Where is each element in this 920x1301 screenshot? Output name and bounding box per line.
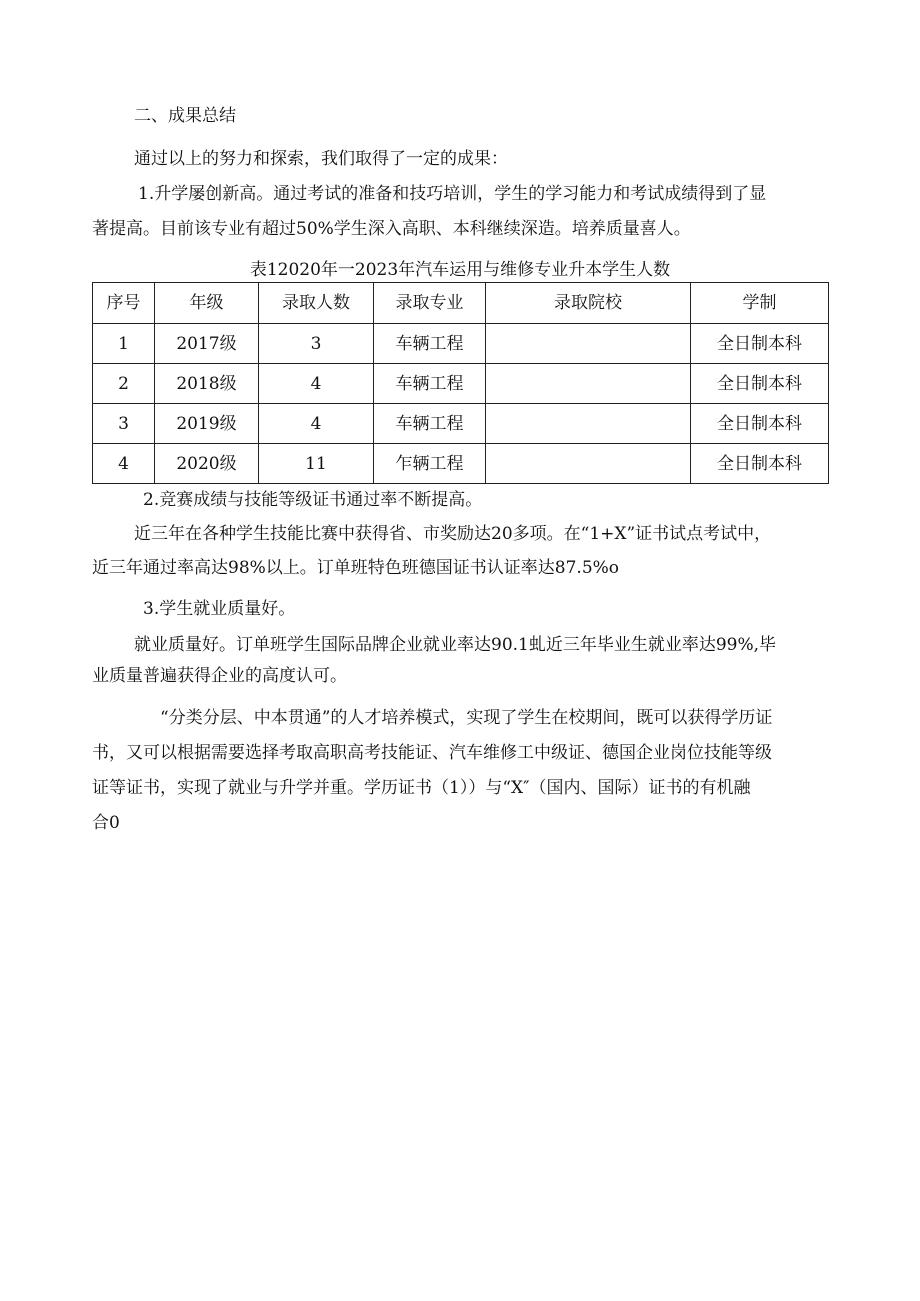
item2-line2: 近三年通过率高达98%以上。订单班特色班德国证书认证率达87.5%o [92, 558, 620, 578]
cell-admitted-count: 4 [259, 364, 374, 404]
cell-program-type: 全日制本科 [691, 404, 829, 444]
item3-line1: 就业质量好。订单班学生国际品牌企业就业率达90.1虬近三年毕业生就业率达99%,毕 [134, 635, 777, 655]
cell-major: 车辆工程 [374, 364, 486, 404]
item2-title: 2.竞赛成绩与技能等级证书通过率不断提高。 [143, 490, 483, 510]
cell-grade: 2020级 [155, 444, 259, 484]
cell-school [486, 444, 691, 484]
cell-major: 车辆工程 [374, 404, 486, 444]
cell-program-type: 全日制本科 [691, 324, 829, 364]
table-caption: 表12020年一2023年汽车运用与维修专业升本学生人数 [249, 260, 671, 280]
item3-line2: 业质量普遍获得企业的高度认可。 [92, 666, 347, 686]
table-row [93, 324, 829, 364]
cell-index: 2 [93, 364, 155, 404]
cell-major: 乍辆工程 [374, 444, 486, 484]
header-program-type: 学制 [691, 283, 829, 324]
cell-school [486, 404, 691, 444]
cell-grade: 2017级 [155, 324, 259, 364]
cell-grade: 2018级 [155, 364, 259, 404]
cell-school [486, 364, 691, 404]
item3-title: 3.学生就业质量好。 [143, 599, 296, 619]
cell-admitted-count: 11 [259, 444, 374, 484]
closing-line1: “分类分层、中本贯通”的人才培养模式，实现了学生在校期间，既可以获得学历证 [160, 708, 773, 728]
cell-index: 4 [93, 444, 155, 484]
item1-line1: 1.升学屡创新高。通过考试的准备和技巧培训，学生的学习能力和考试成绩得到了显 [138, 184, 767, 204]
cell-grade: 2019级 [155, 404, 259, 444]
cell-program-type: 全日制本科 [691, 364, 829, 404]
cell-program-type: 全日制本科 [691, 444, 829, 484]
cell-index: 3 [93, 404, 155, 444]
closing-line3: 证等证书，实现了就业与升学并重。学历证书（1））与“X″（国内、国际）证书的有机融 [92, 778, 751, 798]
item1-line2: 著提高。目前该专业有超过50%学生深入高职、本科继续深造。培养质量喜人。 [92, 219, 691, 239]
table-row [93, 444, 829, 484]
section-heading: 二、成果总结 [134, 106, 236, 126]
header-index: 序号 [93, 283, 155, 324]
closing-line4: 合0 [92, 813, 120, 833]
header-admitted-count: 录取人数 [259, 283, 374, 324]
table-header-row [93, 283, 829, 324]
table-row [93, 364, 829, 404]
admission-table [92, 282, 829, 484]
cell-index: 1 [93, 324, 155, 364]
cell-school [486, 324, 691, 364]
item2-line1: 近三年在各种学生技能比赛中获得省、市奖励达20多项。在“1+X”证书试点考试中， [134, 524, 772, 544]
table-row [93, 404, 829, 444]
closing-line2: 书，又可以根据需要选择考取高职高考技能证、汽车维修工中级证、德国企业岗位技能等级 [92, 743, 772, 763]
header-school: 录取院校 [486, 283, 691, 324]
cell-admitted-count: 4 [259, 404, 374, 444]
cell-admitted-count: 3 [259, 324, 374, 364]
intro-paragraph: 通过以上的努力和探索，我们取得了一定的成果： [134, 149, 508, 169]
header-major: 录取专业 [374, 283, 486, 324]
header-grade: 年级 [155, 283, 259, 324]
cell-major: 车辆工程 [374, 324, 486, 364]
